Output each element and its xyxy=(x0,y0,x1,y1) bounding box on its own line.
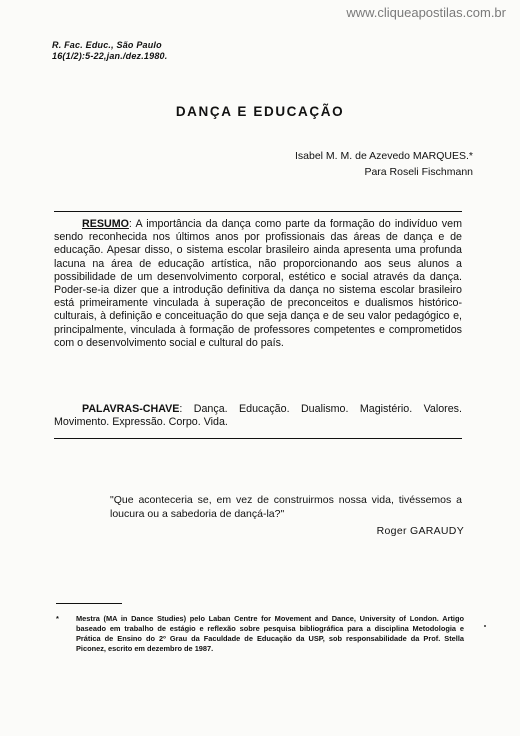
article-author: Isabel M. M. de Azevedo MARQUES.* xyxy=(295,150,473,162)
footnote-text: Mestra (MA in Dance Studies) pelo Laban Centre for Movement and Dance, University of London. Artigo baseado em trabalho de estágio e reflexão sobre pesquisa bibliográfica para a disciplina Metodologia e Prática de Ensino do 2º Grau da Faculdade de Educação da USP, sob responsabilidade da Prof. Stella Piconez, escrito em dezembro de 1987. xyxy=(76,614,464,653)
site-watermark: www.cliqueapostilas.com.br xyxy=(346,5,506,20)
keywords-paragraph xyxy=(54,403,462,429)
article-title: DANÇA E EDUCAÇÃO xyxy=(175,104,345,119)
keywords-text: : Dança. Educação. Dualismo. Magistério. Valores. Movimento. Expressão. Corpo. Vida. xyxy=(54,403,462,429)
journal-citation xyxy=(52,40,167,62)
footnote xyxy=(56,614,464,654)
abstract-text: : A importância da dança como parte da formação do indivíduo vem sendo reconhecida nos últimos anos por profissionais das áreas de dança e de educação. Apesar disso, o sistema escolar brasileiro ainda apresenta uma profunda lacuna na área de educação artística, não proporcionando aos seus alunos a possibilidade de um desenvolvimento corporal, estético e social através da dança. Poder-se-ia dizer que a introdução definitiva da dança no sistema escolar brasileiro está primeiramente vinculada à superação de preconceitos e dualismos histórico-culturais, à definição e conceituação do que seja dança e de seu valor pedagógico e, principalmente, vinculada à formação de professores competentes e comprometidos com o desenvolvimento social e cultural do país. xyxy=(54,218,462,349)
scan-speck xyxy=(484,625,486,627)
footnote-divider xyxy=(56,603,122,604)
journal-name: R. Fac. Educ., São Paulo xyxy=(52,40,162,50)
epigraph-quote: "Que aconteceria se, em vez de construirmos nossa vida, tivéssemos a loucura ou a sabedoria de dançá-la?" xyxy=(110,494,462,520)
epigraph-author: Roger GARAUDY xyxy=(376,525,464,537)
journal-volume: 16(1/2):5-22,jan./dez.1980. xyxy=(52,51,168,61)
abstract-paragraph xyxy=(54,218,462,350)
abstract-label: RESUMO xyxy=(82,218,129,230)
bottom-divider xyxy=(54,438,462,439)
footnote-marker: * xyxy=(56,614,59,623)
keywords-label: PALAVRAS-CHAVE xyxy=(82,403,180,415)
top-divider xyxy=(54,211,462,212)
article-dedication: Para Roseli Fischmann xyxy=(364,166,473,178)
